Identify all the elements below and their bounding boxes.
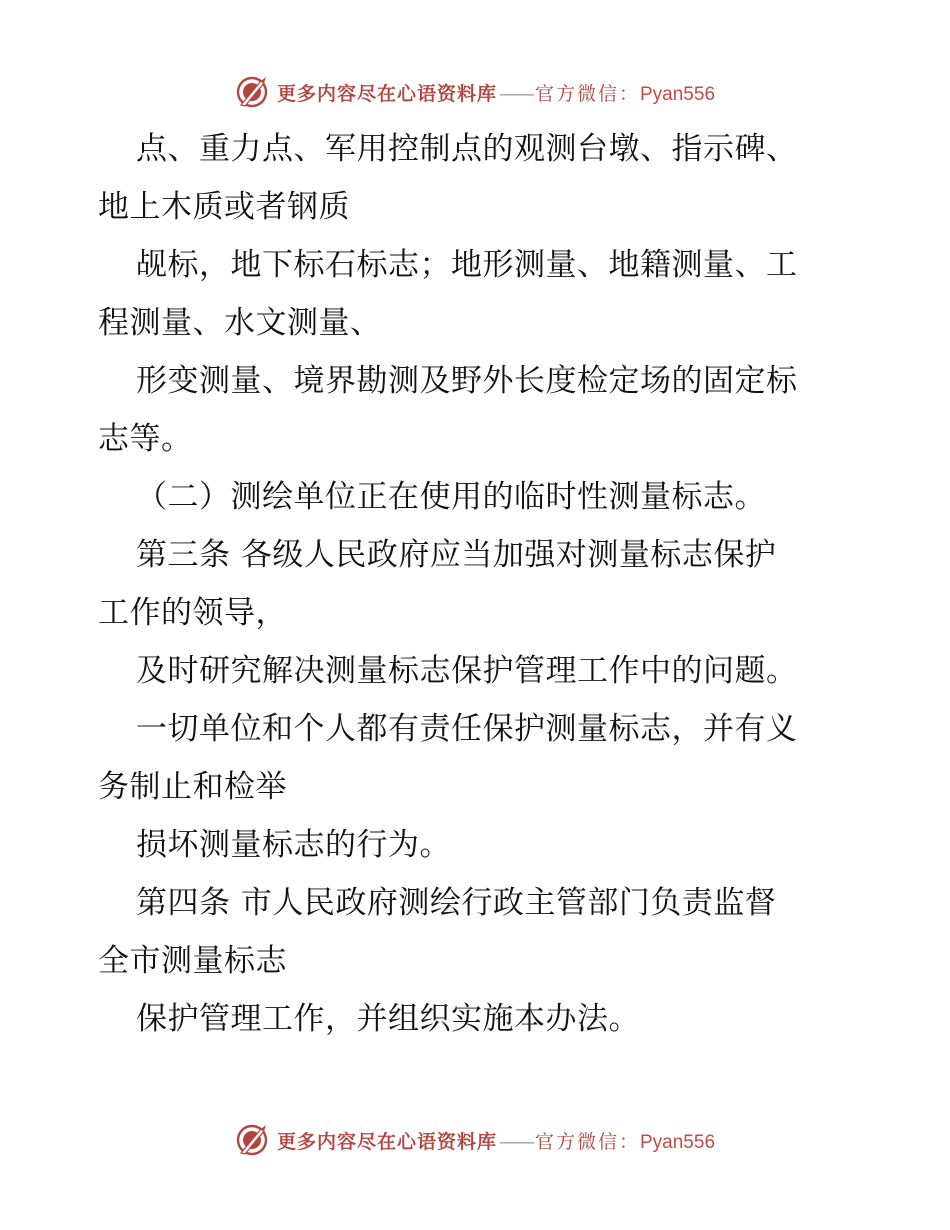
body-line: 全市测量标志 [98, 943, 287, 979]
body-line: 一切单位和个人都有责任保护测量标志，并有义 [136, 711, 798, 747]
body-line: 第四条 市人民政府测绘行政主管部门负责监督 [136, 885, 777, 921]
body-line: 程测量、水文测量、 [98, 305, 382, 341]
body-line: 觇标，地下标石标志；地形测量、地籍测量、工 [136, 247, 798, 283]
footer-watermark-text [277, 1127, 715, 1154]
body-line: 务制止和检举 [98, 769, 287, 805]
watermark-wechat-label: 官方微信： [534, 82, 640, 105]
quill-logo-icon [235, 1123, 269, 1157]
header-watermark-text [277, 79, 715, 106]
footer-watermark-banner [0, 1120, 950, 1160]
body-line: 第三条 各级人民政府应当加强对测量标志保护 [136, 537, 777, 573]
watermark-dash: —— [498, 1130, 533, 1153]
watermark-wechat-id: Pyan556 [640, 1131, 716, 1153]
watermark-main-text: 更多内容尽在心语资料库 [276, 82, 497, 105]
body-line: 点、重力点、军用控制点的观测台墩、指示碑、 [136, 131, 798, 167]
watermark-dash: —— [498, 82, 533, 105]
body-line: 工作的领导， [98, 595, 287, 631]
watermark-main-text: 更多内容尽在心语资料库 [276, 1130, 497, 1153]
quill-logo-icon [235, 75, 269, 109]
body-line: 及时研究解决测量标志保护管理工作中的问题。 [136, 653, 798, 689]
document-body [98, 120, 858, 1048]
watermark-wechat-id: Pyan556 [640, 83, 716, 105]
body-line: 地上木质或者钢质 [98, 189, 350, 225]
header-watermark-banner [0, 72, 950, 112]
body-line: 保护管理工作，并组织实施本办法。 [136, 1001, 640, 1037]
body-line: （二）测绘单位正在使用的临时性测量标志。 [136, 479, 766, 515]
body-line: 损坏测量标志的行为。 [136, 827, 451, 863]
body-line: 志等。 [98, 421, 193, 457]
watermark-wechat-label: 官方微信： [534, 1130, 640, 1153]
body-line: 形变测量、境界勘测及野外长度检定场的固定标 [136, 363, 798, 399]
